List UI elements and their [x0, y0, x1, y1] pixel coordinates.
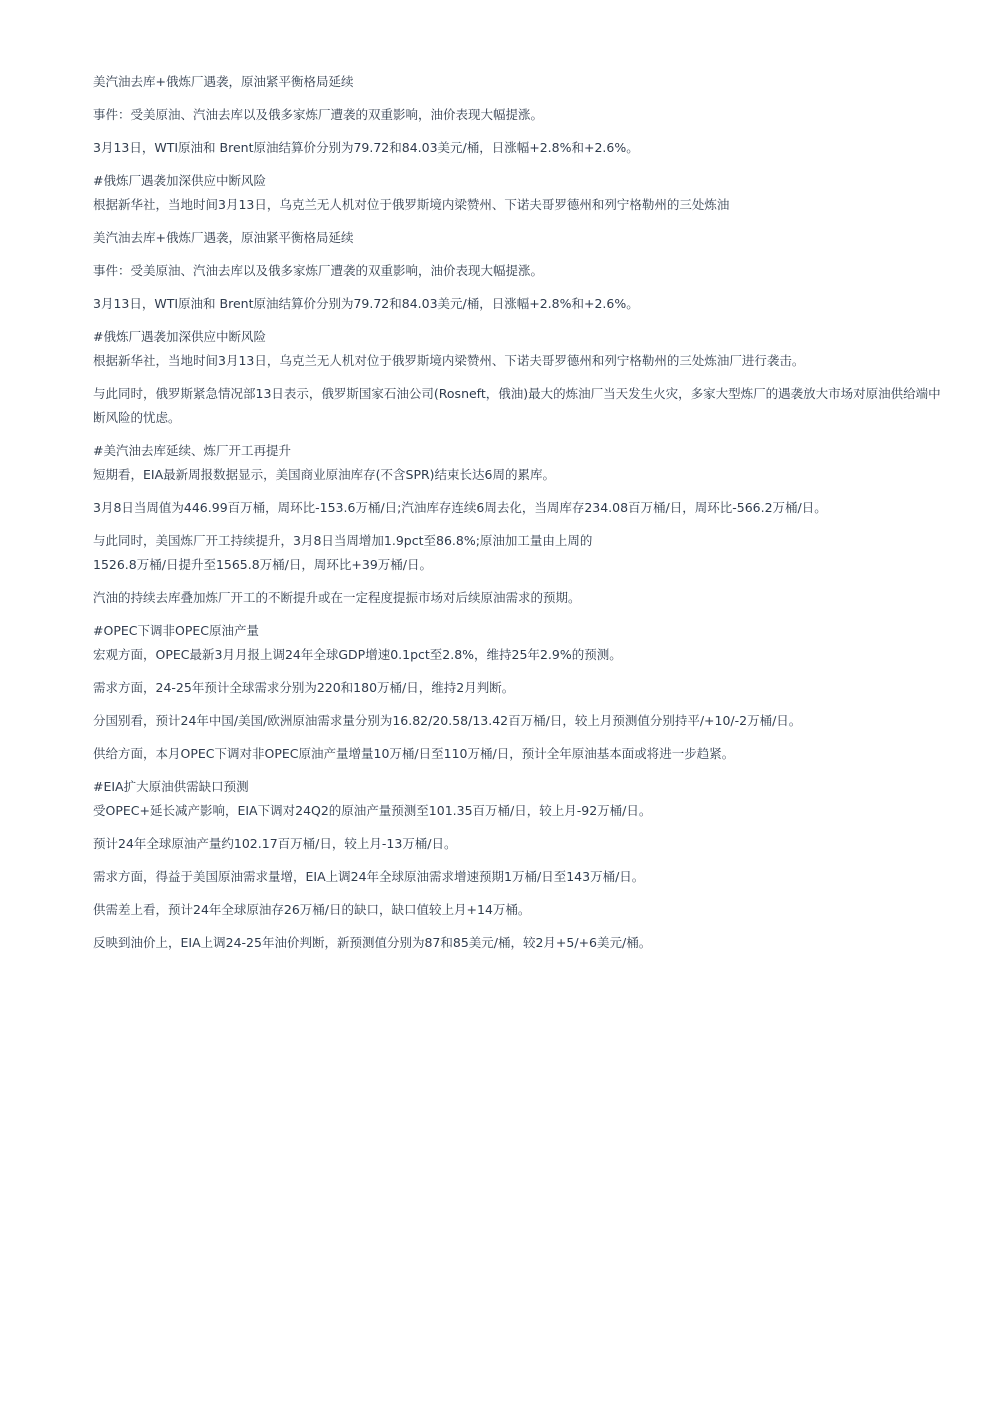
paragraph: 受OPEC+延长减产影响，EIA下调对24Q2的原油产量预测至101.35百万桶/日，较上月-92万桶/日。 — [93, 803, 652, 818]
paragraph: 供给方面，本月OPEC下调对非OPEC原油产量增量10万桶/日至110万桶/日，预计全年原油基本面或将进一步趋紧。 — [93, 746, 735, 761]
paragraph: 美汽油去库+俄炼厂遇袭，原油紧平衡格局延续 — [93, 74, 354, 89]
paragraph: 美汽油去库+俄炼厂遇袭，原油紧平衡格局延续 — [93, 230, 354, 245]
section-heading: #俄炼厂遇袭加深供应中断风险 — [93, 329, 266, 344]
section-heading: #美汽油去库延续、炼厂开工再提升 — [93, 443, 291, 458]
paragraph: 3月8日当周值为446.99百万桶，周环比-153.6万桶/日;汽油库存连续6周去化，当周库存234.08百万桶/日，周环比-566.2万桶/日。 — [93, 500, 827, 515]
paragraph: 汽油的持续去库叠加炼厂开工的不断提升或在一定程度提振市场对后续原油需求的预期。 — [93, 590, 581, 605]
paragraph: 短期看，EIA最新周报数据显示，美国商业原油库存(不含SPR)结束长达6周的累库。 — [93, 467, 556, 482]
paragraph: 宏观方面，OPEC最新3月月报上调24年全球GDP增速0.1pct至2.8%，维持25年2.9%的预测。 — [93, 647, 622, 662]
paragraph: 分国别看，预计24年中国/美国/欧洲原油需求量分别为16.82/20.58/13.42百万桶/日，较上月预测值分别持平/+10/-2万桶/日。 — [93, 713, 802, 728]
paragraph: 事件：受美原油、汽油去库以及俄多家炼厂遭袭的双重影响，油价表现大幅提涨。 — [93, 107, 544, 122]
paragraph: 与此同时，美国炼厂开工持续提升，3月8日当周增加1.9pct至86.8%;原油加工量由上周的 — [93, 533, 593, 548]
paragraph: 供需差上看，预计24年全球原油存26万桶/日的缺口，缺口值较上月+14万桶。 — [93, 902, 531, 917]
section-heading: #EIA扩大原油供需缺口预测 — [93, 779, 249, 794]
paragraph: 需求方面，24-25年预计全球需求分别为220和180万桶/日，维持2月判断。 — [93, 680, 515, 695]
paragraph: 与此同时，俄罗斯紧急情况部13日表示，俄罗斯国家石油公司(Rosneft，俄油)最大的炼油厂当天发生火灾，多家大型炼厂的遇袭放大市场对原油供给端中断风险的忧虑。 — [93, 386, 941, 425]
paragraph: 根据新华社，当地时间3月13日，乌克兰无人机对位于俄罗斯境内梁赞州、下诺夫哥罗德州和列宁格勒州的三处炼油厂进行袭击。 — [93, 353, 805, 368]
paragraph: 3月13日，WTI原油和 Brent原油结算价分别为79.72和84.03美元/桶，日涨幅+2.8%和+2.6%。 — [93, 296, 639, 311]
paragraph: 3月13日，WTI原油和 Brent原油结算价分别为79.72和84.03美元/桶，日涨幅+2.8%和+2.6%。 — [93, 140, 639, 155]
section-heading: #OPEC下调非OPEC原油产量 — [93, 623, 259, 638]
paragraph: 1526.8万桶/日提升至1565.8万桶/日，周环比+39万桶/日。 — [93, 557, 432, 572]
paragraph: 事件：受美原油、汽油去库以及俄多家炼厂遭袭的双重影响，油价表现大幅提涨。 — [93, 263, 544, 278]
paragraph: 预计24年全球原油产量约102.17百万桶/日，较上月-13万桶/日。 — [93, 836, 457, 851]
section-heading: #俄炼厂遇袭加深供应中断风险 — [93, 173, 266, 188]
paragraph: 反映到油价上，EIA上调24-25年油价判断，新预测值分别为87和85美元/桶，较2月+5/+6美元/桶。 — [93, 935, 652, 950]
paragraph: 需求方面，得益于美国原油需求量增，EIA上调24年全球原油需求增速预期1万桶/日至143万桶/日。 — [93, 869, 645, 884]
document-body — [93, 70, 953, 964]
paragraph: 根据新华社，当地时间3月13日，乌克兰无人机对位于俄罗斯境内梁赞州、下诺夫哥罗德州和列宁格勒州的三处炼油 — [93, 197, 730, 212]
